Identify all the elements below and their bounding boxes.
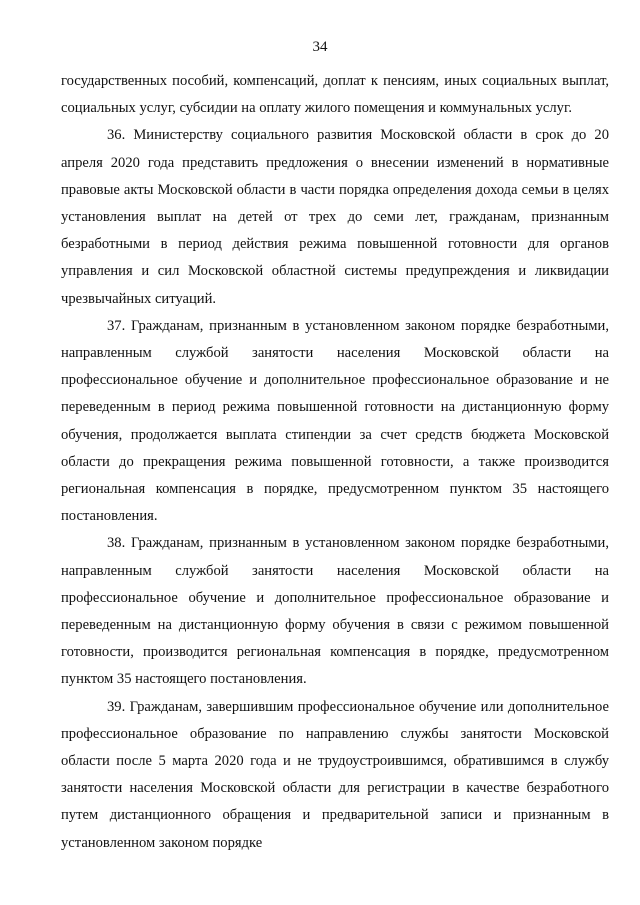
page-number: 34	[312, 39, 328, 55]
document-body	[61, 68, 609, 857]
paragraph-item-38: 38. Гражданам, признанным в установленном законом порядке безработными, направленным службой занятости населения Московской области на профессиональное обучение и дополнительное профессиональное образование и переведенным на дистанционную форму обучения в связи с режимом повышенной готовности, производится региональная компенсация в порядке, предусмотренном пунктом 35 настоящего постановления.	[61, 535, 609, 688]
paragraph-item-37: 37. Гражданам, признанным в установленном законом порядке безработными, направленным службой занятости населения Московской области на профессиональное обучение и дополнительное профессиональное образование и не переведенным в период режима повышенной готовности на дистанционную форму обучения, продолжается выплата стипендии за счет средств бюджета Московской области до прекращения режима повышенной готовности, а также производится региональная компенсация в порядке, предусмотренном пунктом 35 настоящего постановления.	[61, 317, 609, 525]
paragraph-item-39: 39. Гражданам, завершившим профессиональное обучение или дополнительное профессиональное образование по направлению службы занятости Московской области после 5 марта 2020 года и не трудоустроившимся, обратившимся в службу занятости населения Московской области для регистрации в качестве безработного путем дистанционного обращения и предварительной записи и признанным в установленном законом порядке	[61, 698, 609, 851]
paragraph-item-36: 36. Министерству социального развития Московской области в срок до 20 апреля 2020 года представить предложения о внесении изменений в нормативные правовые акты Московской области в части порядка определения дохода семьи в целях установления выплат на детей от трех до семи лет, гражданам, признанным безработными в период действия режима повышенной готовности для органов управления и сил Московской областной системы предупреждения и ликвидации чрезвычайных ситуаций.	[61, 127, 609, 307]
paragraph-continuation: государственных пособий, компенсаций, доплат к пенсиям, иных социальных выплат, социальных услуг, субсидии на оплату жилого помещения и коммунальных услуг.	[61, 73, 609, 117]
